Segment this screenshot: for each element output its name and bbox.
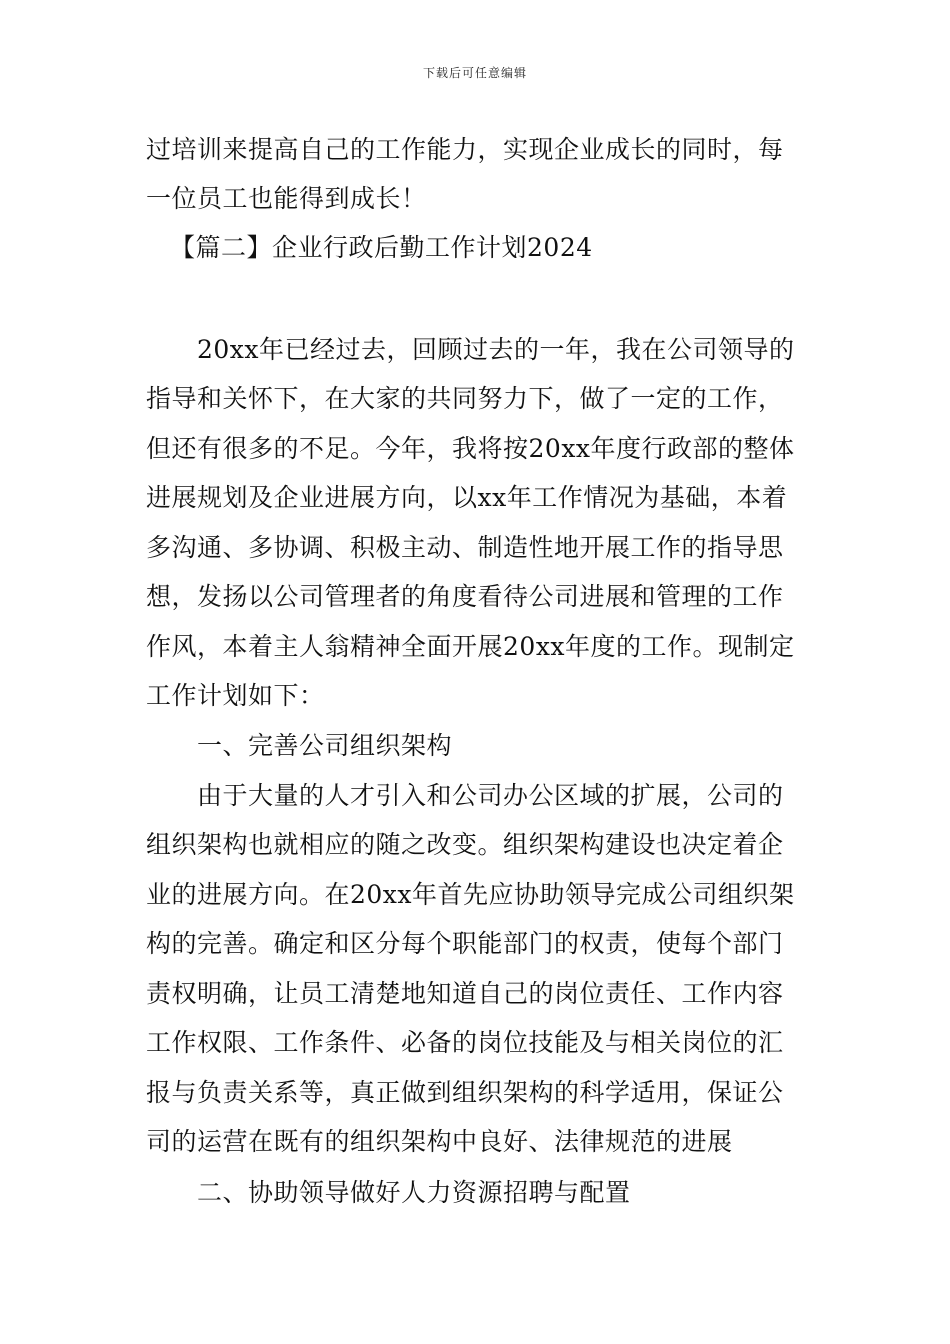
section-heading: 二、协助领导做好人力资源招聘与配置 <box>197 1178 631 1207</box>
paragraph-line: 构的完善。确定和区分每个职能部门的权责，使每个部门 <box>146 929 784 958</box>
paragraph-line: 工作权限、工作条件、必备的岗位技能及与相关岗位的汇 <box>146 1028 784 1057</box>
intro-line: 一位员工也能得到成长！ <box>146 184 427 213</box>
paragraph-line: 但还有很多的不足。今年，我将按20xx年度行政部的整体 <box>146 434 795 463</box>
paragraph-line: 业的进展方向。在20xx年首先应协助领导完成公司组织架 <box>146 880 795 909</box>
paragraph-line: 工作计划如下： <box>146 681 325 710</box>
page-header: 下载后可任意编辑 <box>422 66 527 80</box>
paragraph-line: 组织架构也就相应的随之改变。组织架构建设也决定着企 <box>146 830 784 859</box>
paragraph-line: 多沟通、多协调、积极主动、制造性地开展工作的指导思 <box>146 533 784 562</box>
paragraph-line: 责权明确，让员工清楚地知道自己的岗位责任、工作内容 <box>146 979 784 1008</box>
paragraph-line: 司的运营在既有的组织架构中良好、法律规范的进展 <box>146 1127 733 1156</box>
paragraph-line: 作风，本着主人翁精神全面开展20xx年度的工作。现制定 <box>146 632 795 661</box>
document-title: 【篇二】企业行政后勤工作计划2024 <box>170 233 593 262</box>
paragraph-line: 进展规划及企业进展方向，以xx年工作情况为基础，本着 <box>146 483 788 512</box>
intro-line: 过培训来提高自己的工作能力，实现企业成长的同时，每 <box>146 135 784 164</box>
paragraph-line: 由于大量的人才引入和公司办公区域的扩展，公司的 <box>197 781 784 810</box>
paragraph-line: 报与负责关系等，真正做到组织架构的科学适用，保证公 <box>146 1078 784 1107</box>
paragraph-line: 20xx年已经过去，回顾过去的一年，我在公司领导的 <box>197 335 795 364</box>
section-heading: 一、完善公司组织架构 <box>197 731 453 760</box>
paragraph-line: 想，发扬以公司管理者的角度看待公司进展和管理的工作 <box>146 582 784 611</box>
paragraph-line: 指导和关怀下，在大家的共同努力下，做了一定的工作， <box>146 384 784 413</box>
